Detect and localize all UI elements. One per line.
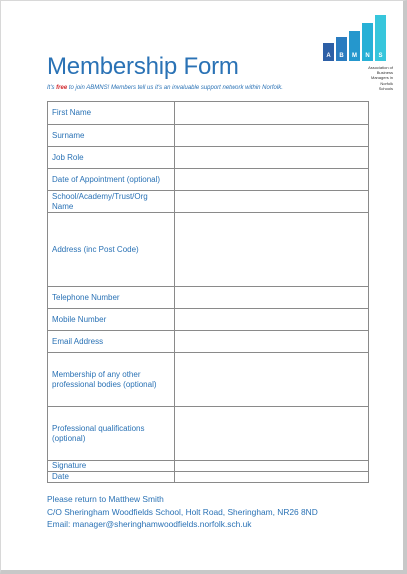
- page-title: Membership Form: [47, 53, 239, 80]
- date-field[interactable]: [175, 472, 369, 483]
- other-memberships-label: Membership of any other professional bodies (optional): [48, 353, 175, 407]
- logo-letter-s: S: [378, 53, 383, 59]
- job-role-field[interactable]: [175, 147, 369, 169]
- form-row-surname: [48, 125, 369, 147]
- logo-letter-m: M: [352, 53, 357, 59]
- date-label: Date: [48, 472, 175, 483]
- form-row-first-name: [48, 102, 369, 125]
- job-role-label: Job Role: [48, 147, 175, 169]
- first-name-field[interactable]: [175, 102, 369, 125]
- membership-form-table: [47, 101, 369, 483]
- form-row-qualifications: [48, 407, 369, 461]
- form-row-other-memberships: [48, 353, 369, 407]
- logo-caption: [353, 65, 393, 91]
- intro-prefix: It's: [47, 85, 55, 91]
- address-label: Address (inc Post Code): [48, 213, 175, 287]
- form-row-email: [48, 331, 369, 353]
- telephone-field[interactable]: [175, 287, 369, 309]
- logo-letter-a: A: [326, 53, 331, 59]
- organisation-field[interactable]: [175, 191, 369, 213]
- logo-letter-n: N: [365, 53, 370, 59]
- postal-address-line: C/O Sheringham Woodfields School, Holt Road, Sheringham, NR26 8ND: [47, 506, 318, 517]
- logo-bars-graphic: [323, 13, 387, 61]
- surname-label: Surname: [48, 125, 175, 147]
- mobile-label: Mobile Number: [48, 309, 175, 331]
- organisation-label: School/Academy/Trust/Org Name: [48, 191, 175, 213]
- address-field[interactable]: [175, 213, 369, 287]
- contact-email-line: Email: manager@sheringhamwoodfields.norfolk.sch.uk: [47, 519, 252, 530]
- intro-text: [47, 85, 283, 91]
- form-row-organisation: [48, 191, 369, 213]
- email-field[interactable]: [175, 331, 369, 353]
- other-memberships-field[interactable]: [175, 353, 369, 407]
- intro-free-highlight: free: [56, 85, 68, 91]
- date-of-appointment-label: Date of Appointment (optional): [48, 169, 175, 191]
- return-address: [47, 493, 318, 531]
- form-row-telephone: [48, 287, 369, 309]
- qualifications-field[interactable]: [175, 407, 369, 461]
- logo-caption-line: Managers in: [370, 75, 393, 81]
- logo-letter-b: B: [339, 53, 344, 59]
- logo-caption-line: Schools: [378, 85, 393, 91]
- abmns-logo: [321, 13, 391, 101]
- signature-label: Signature: [48, 461, 175, 472]
- form-row-signature: [48, 461, 369, 472]
- logo-caption-line: Association of: [368, 65, 393, 70]
- form-row-mobile: [48, 309, 369, 331]
- surname-field[interactable]: [175, 125, 369, 147]
- email-label: Email Address: [48, 331, 175, 353]
- return-to-line: Please return to Matthew Smith: [47, 494, 164, 504]
- intro-suffix: to join ABMNS! Members tell us it's an invaluable support network within Norfolk.: [68, 85, 283, 91]
- logo-caption-line: Business: [376, 70, 393, 76]
- date-of-appointment-field[interactable]: [175, 169, 369, 191]
- form-row-address: [48, 213, 369, 287]
- signature-field[interactable]: [175, 461, 369, 472]
- mobile-field[interactable]: [175, 309, 369, 331]
- telephone-label: Telephone Number: [48, 287, 175, 309]
- form-row-date-of-appointment: [48, 169, 369, 191]
- first-name-label: First Name: [48, 102, 175, 125]
- qualifications-label: Professional qualifications (optional): [48, 407, 175, 461]
- form-row-job-role: [48, 147, 369, 169]
- logo-caption-line: Norfolk: [380, 80, 393, 86]
- form-row-date: [48, 472, 369, 483]
